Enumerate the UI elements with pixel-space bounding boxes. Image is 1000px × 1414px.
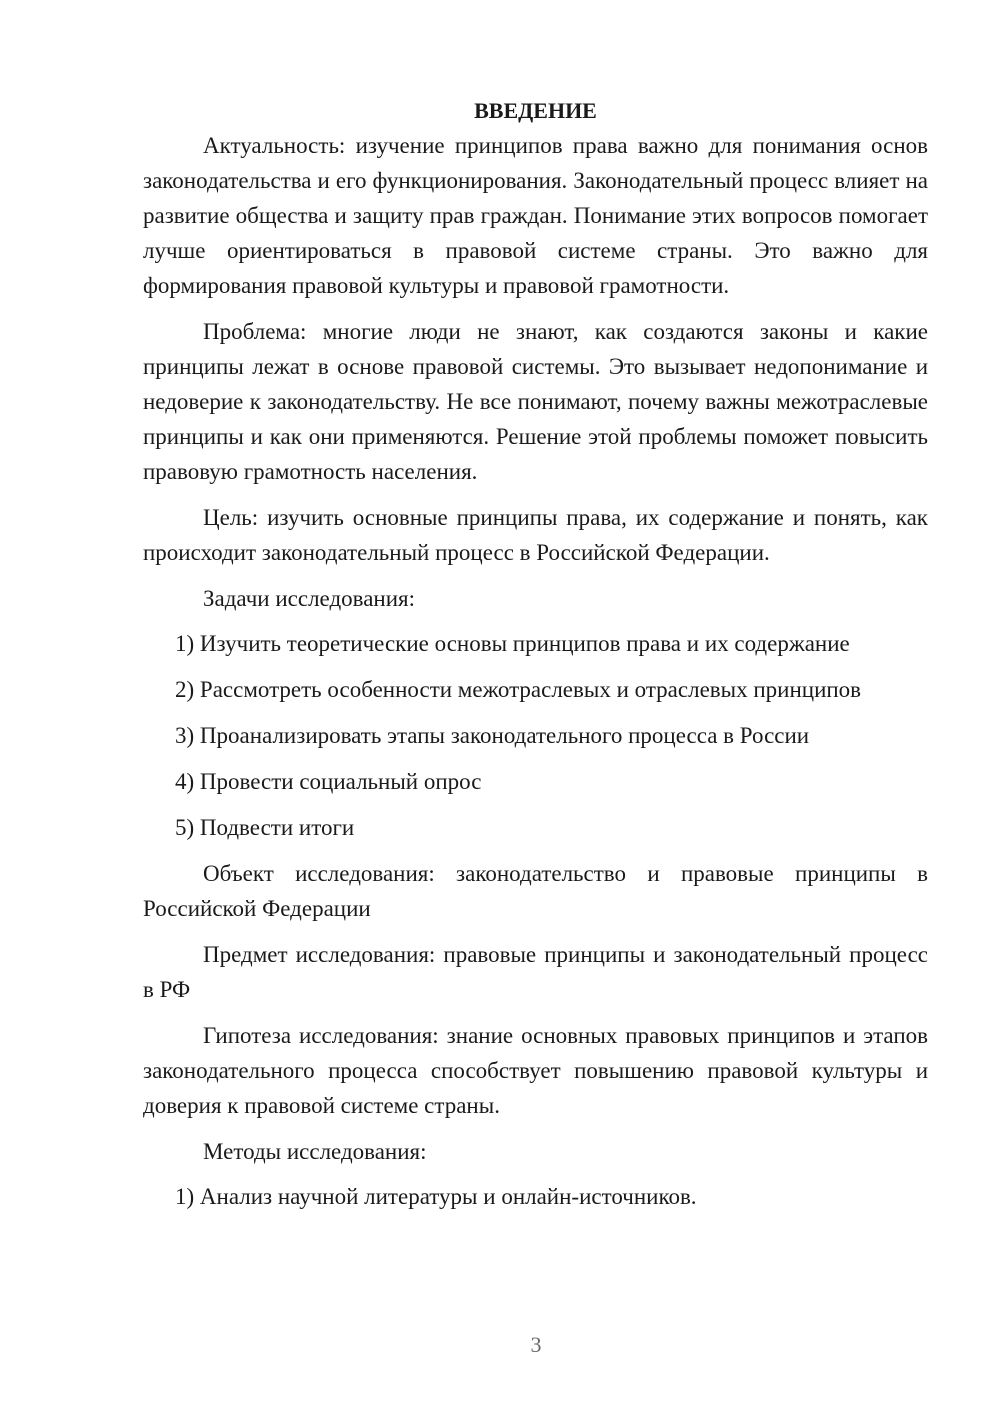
task-item: 2) Рассмотреть особенности межотраслевых и отраслевых принципов <box>175 677 862 702</box>
subject-paragraph: Предмет исследования: правовые принципы и законодательный процесс в РФ <box>143 942 928 1002</box>
methods-heading: Методы исследования: <box>203 1139 427 1164</box>
task-item: 5) Подвести итоги <box>175 815 355 840</box>
method-item: 1) Анализ научной литературы и онлайн-источников. <box>175 1184 697 1209</box>
task-item: 4) Провести социальный опрос <box>175 769 482 794</box>
page-title: ВВЕДЕНИЕ <box>474 98 597 123</box>
task-item: 3) Проанализировать этапы законодательного процесса в России <box>175 723 810 748</box>
tasks-heading: Задачи исследования: <box>203 586 416 611</box>
relevance-paragraph: Актуальность: изучение принципов права важно для понимания основ законодательства и его функционирования. Законодательный процесс влияет на развитие общества и защиту прав граждан. Понимание этих вопросов помогает лучше ориентироваться в правовой системе страны. Это важно для формирования правовой культуры и правовой грамотности. <box>143 133 928 298</box>
hypothesis-paragraph: Гипотеза исследования: знание основных правовых принципов и этапов законодательного процесса способствует повышению правовой культуры и доверия к правовой системе страны. <box>143 1023 928 1118</box>
page-content <box>143 93 928 1214</box>
goal-paragraph: Цель: изучить основные принципы права, их содержание и понять, как происходит законодательный процесс в Российской Федерации. <box>143 505 928 565</box>
object-paragraph: Объект исследования: законодательство и правовые принципы в Российской Федерации <box>143 861 928 921</box>
task-item: 1) Изучить теоретические основы принципов права и их содержание <box>175 631 850 656</box>
problem-paragraph: Проблема: многие люди не знают, как создаются законы и какие принципы лежат в основе правовой системы. Это вызывает недопонимание и недоверие к законодательству. Не все понимают, почему важны межотраслевые принципы и как они применяются. Решение этой проблемы поможет повысить правовую грамотность населения. <box>143 319 928 484</box>
page-number: 3 <box>530 1332 542 1357</box>
